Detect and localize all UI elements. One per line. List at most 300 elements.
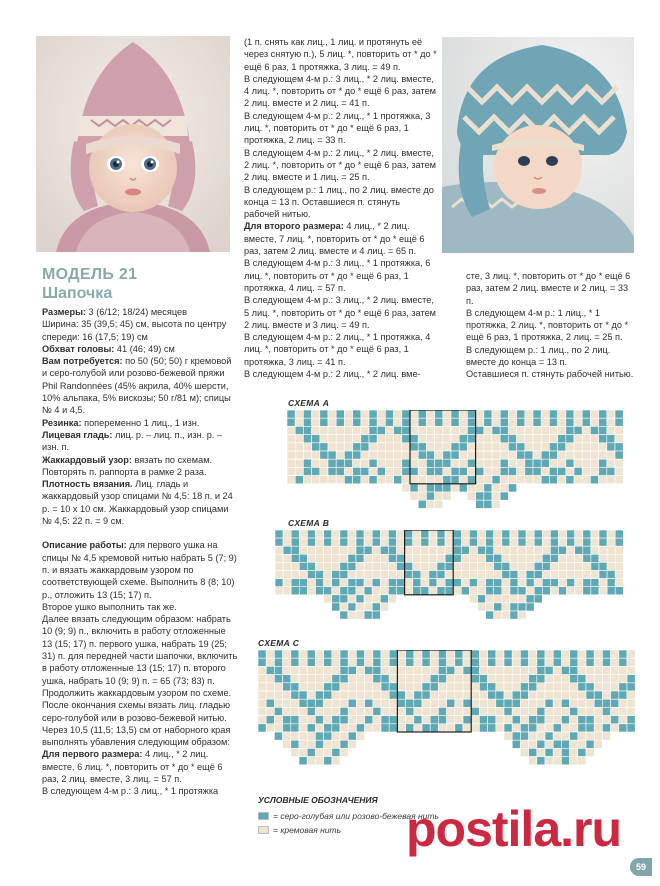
chart-cell [459, 418, 467, 426]
chart-cell [607, 443, 615, 451]
chart-cell [356, 650, 364, 658]
chart-cell [561, 707, 569, 715]
chart-cell [445, 530, 453, 538]
chart-cell [502, 579, 510, 587]
chart-cell [394, 426, 402, 434]
chart-cell [525, 459, 533, 467]
chart-cell [324, 587, 332, 595]
chart-cell [502, 562, 510, 570]
chart-cell [307, 757, 315, 765]
chart-cell [356, 724, 364, 732]
chart-cell [484, 435, 492, 443]
chart-cell [447, 707, 455, 715]
chart-cell [324, 748, 332, 756]
chart-cell [559, 546, 567, 554]
chart-cell [332, 699, 340, 707]
chart-cell [295, 443, 303, 451]
chart-cell [558, 467, 566, 475]
chart-cell [299, 658, 307, 666]
chart-cell [410, 467, 418, 475]
chart-cell [307, 666, 315, 674]
chart-cell [476, 410, 484, 418]
chart-cell [361, 418, 369, 426]
chart-cell [445, 562, 453, 570]
chart-cell [406, 675, 414, 683]
chart-cell [397, 658, 405, 666]
chart-cell [550, 546, 558, 554]
chart-cell [599, 410, 607, 418]
chart-cell [397, 587, 405, 595]
chart-cell [567, 562, 575, 570]
chart-cell [500, 476, 508, 484]
chart-cell [312, 451, 320, 459]
chart-cell [369, 467, 377, 475]
chart-cell [484, 418, 492, 426]
chart-cell [426, 476, 434, 484]
chart-cell [422, 707, 430, 715]
chart-cell [283, 530, 291, 538]
paragraph [244, 220, 438, 257]
chart-cell [510, 595, 518, 603]
chart-cell [607, 476, 615, 484]
chart-cell [455, 724, 463, 732]
chart-cell [537, 691, 545, 699]
chart-cell [413, 530, 421, 538]
chart-cell [353, 418, 361, 426]
chart-cell [438, 699, 446, 707]
chart-cell [406, 691, 414, 699]
chart-cell [559, 571, 567, 579]
chart-cell [344, 418, 352, 426]
chart-cell [422, 675, 430, 683]
chart-cell [413, 571, 421, 579]
paragraph [244, 184, 438, 221]
photo-baby-pink-hat [36, 36, 230, 252]
chart-cell [451, 484, 459, 492]
chart-cell [397, 683, 405, 691]
chart-cell [397, 724, 405, 732]
chart-cell [478, 603, 486, 611]
chart-cell [389, 716, 397, 724]
chart-cell [377, 443, 385, 451]
paragraph-bold-lead: Обхват головы: [42, 343, 115, 354]
chart-cell [406, 650, 414, 658]
chart-cell [380, 603, 388, 611]
chart-cell [365, 650, 373, 658]
chart-cell [315, 748, 323, 756]
chart-cell [303, 451, 311, 459]
chart-cell [364, 546, 372, 554]
chart-cell [520, 683, 528, 691]
paragraph-bold-lead: Вам потребуется: [42, 356, 123, 367]
chart-cell [586, 675, 594, 683]
chart-cell [287, 467, 295, 475]
chart-cell [504, 732, 512, 740]
chart-cell [575, 587, 583, 595]
chart-cell [471, 683, 479, 691]
chart-cell [533, 410, 541, 418]
chart-cell [508, 476, 516, 484]
paragraph-text: 4 лиц., * 2 лиц. вместе, 7 лиц. *, повторить от * до * ещё 6 раз, затем 2 лиц. вместе и 4 лиц. = 65 п. [244, 221, 425, 257]
chart-cell [488, 650, 496, 658]
chart-cell [429, 562, 437, 570]
chart-cell [537, 650, 545, 658]
chart-cell [435, 484, 443, 492]
chart-cell [607, 467, 615, 475]
chart-cell [533, 435, 541, 443]
chart-cell [410, 451, 418, 459]
chart-cell [414, 691, 422, 699]
chart-cell [583, 571, 591, 579]
chart-cell [471, 666, 479, 674]
chart-cell [469, 595, 477, 603]
chart-cell [494, 546, 502, 554]
chart-cell [303, 435, 311, 443]
chart-cell [508, 484, 516, 492]
chart-cell [488, 683, 496, 691]
chart-cell [574, 410, 582, 418]
chart-cell [518, 546, 526, 554]
paragraph [244, 110, 438, 147]
chart-cell [607, 459, 615, 467]
chart-cell [615, 410, 623, 418]
chart-cell [340, 658, 348, 666]
chart-cell [316, 587, 324, 595]
chart-cell [492, 443, 500, 451]
chart-cell [607, 562, 615, 570]
chart-cell [414, 699, 422, 707]
chart-cell [258, 683, 266, 691]
chart-cell [453, 546, 461, 554]
chart-cell [405, 571, 413, 579]
chart-cell [510, 579, 518, 587]
chart-cell [520, 716, 528, 724]
chart-cell [461, 562, 469, 570]
chart-cell [484, 492, 492, 500]
chart-cell [437, 546, 445, 554]
chart-cell [549, 426, 557, 434]
paragraph-text: В следующем 4-м р.: 3 лиц., * 1 протяжка [42, 786, 219, 797]
chart-cell [394, 435, 402, 443]
chart-cell [397, 675, 405, 683]
chart-cell [275, 538, 283, 546]
chart-cell [484, 467, 492, 475]
chart-cell [534, 546, 542, 554]
chart-cell [599, 579, 607, 587]
chart-cell [340, 683, 348, 691]
chart-cell [518, 579, 526, 587]
chart-cell [517, 426, 525, 434]
chart-cell [299, 666, 307, 674]
chart-cell [295, 426, 303, 434]
chart-cell [602, 658, 610, 666]
chart-cell [517, 451, 525, 459]
chart-cell [529, 683, 537, 691]
chart-cell [429, 587, 437, 595]
chart-cell [410, 410, 418, 418]
chart-cell [455, 707, 463, 715]
chart-cell [421, 530, 429, 538]
chart-cell [447, 675, 455, 683]
chart-cell [283, 571, 291, 579]
chart-cell [553, 658, 561, 666]
chart-cell [287, 435, 295, 443]
legend-blue-label: = серо-голубая или розово-бежевая нить [273, 811, 439, 821]
chart-cell [356, 562, 364, 570]
model-heading [42, 265, 242, 303]
chart-cell [455, 699, 463, 707]
chart-cell [353, 476, 361, 484]
chart-cell [299, 554, 307, 562]
chart-cell [459, 459, 467, 467]
chart-cell [488, 699, 496, 707]
chart-cell [492, 426, 500, 434]
chart-cell [502, 538, 510, 546]
chart-cell [586, 666, 594, 674]
chart-cell [545, 724, 553, 732]
chart-cell [397, 554, 405, 562]
chart-cell [500, 435, 508, 443]
chart-cell [299, 546, 307, 554]
chart-cell [336, 467, 344, 475]
chart-cell [602, 675, 610, 683]
chart-cell [299, 748, 307, 756]
paragraph [466, 270, 638, 307]
chart-cell [486, 562, 494, 570]
chart-cell [578, 757, 586, 765]
chart-cell [469, 579, 477, 587]
chart-cell [340, 666, 348, 674]
postila-watermark [406, 800, 638, 862]
chart-cell [381, 675, 389, 683]
chart-cell [356, 683, 364, 691]
chart-cell [336, 418, 344, 426]
chart-cell [627, 675, 635, 683]
chart-cell [364, 562, 372, 570]
chart-cell [566, 410, 574, 418]
chart-cell [295, 418, 303, 426]
chart-cell [550, 587, 558, 595]
chart-cell [582, 476, 590, 484]
chart-cell [594, 732, 602, 740]
chart-cell [615, 443, 623, 451]
chart-cell [421, 562, 429, 570]
chart-cell [586, 650, 594, 658]
chart-cell [599, 530, 607, 538]
chart-cell [385, 476, 393, 484]
chart-cell [332, 691, 340, 699]
chart-cell [586, 658, 594, 666]
chart-cell [394, 443, 402, 451]
chart-cell [388, 546, 396, 554]
chart-cell [463, 707, 471, 715]
chart-cell [602, 666, 610, 674]
chart-cell [534, 595, 542, 603]
chart-cell [380, 538, 388, 546]
chart-cell [575, 546, 583, 554]
chart-cell [504, 666, 512, 674]
chart-cell [459, 426, 467, 434]
chart-cell [508, 467, 516, 475]
chart-cell [529, 748, 537, 756]
chart-cell [502, 603, 510, 611]
chart-cell [467, 443, 475, 451]
chart-cell [348, 699, 356, 707]
chart-cell [594, 716, 602, 724]
chart-cell [324, 716, 332, 724]
chart-cell [385, 459, 393, 467]
chart-cell [578, 650, 586, 658]
chart-cell [463, 650, 471, 658]
chart-cell [443, 476, 451, 484]
chart-cell [570, 650, 578, 658]
chart-cell [486, 587, 494, 595]
chart-cell [410, 484, 418, 492]
chart-cell [307, 716, 315, 724]
chart-cell [590, 426, 598, 434]
chart-cell [353, 459, 361, 467]
chart-cell [418, 443, 426, 451]
chart-cell [385, 467, 393, 475]
chart-cell [537, 748, 545, 756]
chart-cell [479, 724, 487, 732]
paragraph-text: В следующем 4-м р.: 2 лиц., * 1 протяжка, 3 лиц. *, повторить от * до * ещё 6 раз, 1 протяжка, 2 лиц. = 33 п. [244, 110, 431, 146]
paragraph [42, 417, 238, 429]
chart-cell [443, 435, 451, 443]
chart-cell [275, 579, 283, 587]
chart-cell [591, 562, 599, 570]
chart-cell [478, 562, 486, 570]
chart-cell [291, 732, 299, 740]
chart-cell [324, 666, 332, 674]
chart-cell [594, 683, 602, 691]
chart-cell [405, 546, 413, 554]
chart-cell [494, 611, 502, 619]
chart-cell [545, 748, 553, 756]
chart-cell [599, 467, 607, 475]
chart-cell [508, 443, 516, 451]
chart-cell [344, 410, 352, 418]
chart-cell [486, 538, 494, 546]
chart-cell [320, 435, 328, 443]
chart-cell [627, 650, 635, 658]
chart-cell [534, 587, 542, 595]
chart-cell [445, 587, 453, 595]
paragraph-bold-lead: Резинка: [42, 417, 82, 428]
chart-cell [402, 459, 410, 467]
chart-cell [561, 716, 569, 724]
chart-cell [312, 476, 320, 484]
chart-cell [461, 587, 469, 595]
chart-cell [615, 579, 623, 587]
chart-cell [377, 476, 385, 484]
chart-cell [397, 562, 405, 570]
chart-cell [541, 410, 549, 418]
paragraph [42, 478, 238, 527]
chart-cell [447, 666, 455, 674]
chart-cell [558, 459, 566, 467]
chart-cell [486, 603, 494, 611]
chart-cell [348, 675, 356, 683]
chart-cell [504, 675, 512, 683]
chart-cell [567, 546, 575, 554]
chart-cell [307, 658, 315, 666]
chart-cell [394, 451, 402, 459]
chart-cell [533, 476, 541, 484]
chart-cell [397, 691, 405, 699]
paragraph-text: (1 п. снять как лиц., 1 лиц. и протянуть её через снятую п.), 5 лиц. *, повторить от * до * ещё 6 раз, 1 протяжка, 3 лиц. = 49 п. [244, 37, 437, 72]
chart-cell [443, 484, 451, 492]
chart-cell [406, 707, 414, 715]
chart-cell [307, 579, 315, 587]
chart-cell [435, 410, 443, 418]
chart-cell [545, 740, 553, 748]
chart-cell [369, 459, 377, 467]
chart-cell [561, 748, 569, 756]
chart-cell [574, 418, 582, 426]
chart-cell [508, 418, 516, 426]
paragraph-gap [42, 527, 238, 539]
chart-cell [445, 546, 453, 554]
chart-cell [461, 554, 469, 562]
chart-cell [447, 650, 455, 658]
chart-cell [283, 650, 291, 658]
chart-cell [365, 683, 373, 691]
chart-cell [397, 650, 405, 658]
chart-cell [534, 562, 542, 570]
chart-cell [283, 699, 291, 707]
chart-cell [372, 538, 380, 546]
chart-cell [619, 650, 627, 658]
chart-cell [504, 683, 512, 691]
chart-cell [426, 418, 434, 426]
chart-cell [435, 467, 443, 475]
chart-cell [558, 451, 566, 459]
chart-cell [492, 467, 500, 475]
chart-cell [518, 554, 526, 562]
paragraph [42, 454, 238, 479]
chart-cell [364, 603, 372, 611]
chart-cell [570, 683, 578, 691]
chart-cell [594, 666, 602, 674]
chart-cell [402, 426, 410, 434]
chart-cell [574, 435, 582, 443]
chart-cell [435, 476, 443, 484]
chart-cell [545, 757, 553, 765]
chart-cell [500, 451, 508, 459]
chart-cell [467, 484, 475, 492]
chart-cell [369, 418, 377, 426]
chart-cell [590, 418, 598, 426]
chart-cell [529, 666, 537, 674]
chart-cell [336, 451, 344, 459]
chart-cell [426, 500, 434, 508]
chart-cell [380, 595, 388, 603]
chart-cell [315, 683, 323, 691]
chart-cell [525, 426, 533, 434]
text-column-right [466, 270, 638, 381]
chart-cell [274, 707, 282, 715]
chart-cell [578, 699, 586, 707]
chart-cell [541, 435, 549, 443]
chart-cell [406, 683, 414, 691]
chart-cell [356, 611, 364, 619]
chart-cell [453, 554, 461, 562]
chart-cell [418, 418, 426, 426]
chart-cell [372, 611, 380, 619]
chart-cell [435, 492, 443, 500]
chart-cell [599, 571, 607, 579]
